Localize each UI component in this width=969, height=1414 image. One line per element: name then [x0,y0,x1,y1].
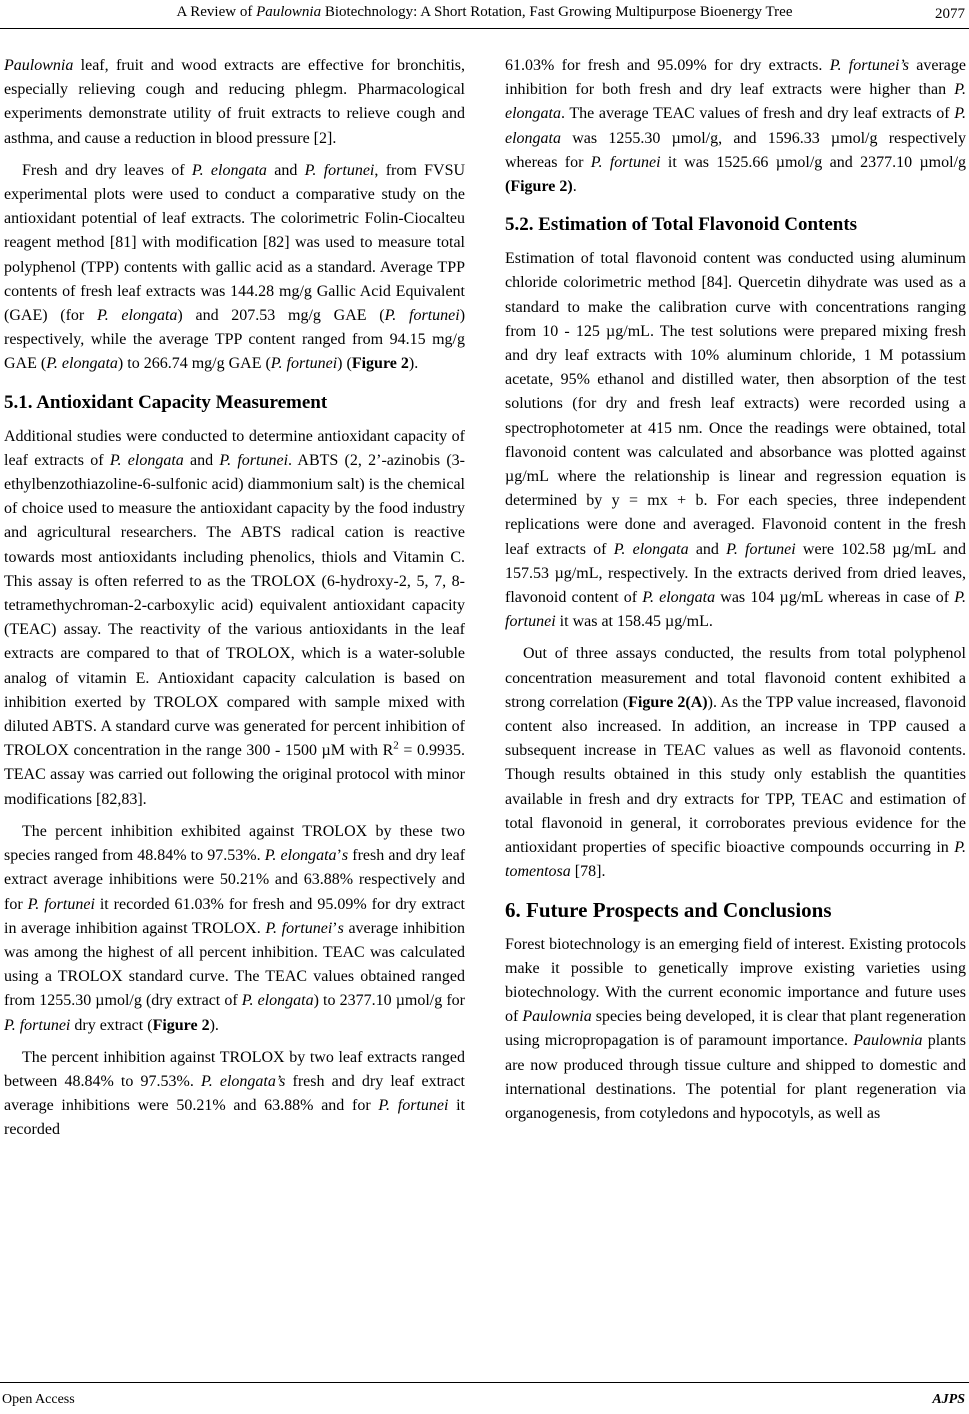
text-run: average inhibition was among the highest of all percent inhibition. TEAC was calculated using a TROLOX standard curve. The TEAC values obtained ranged from 1255.30 µmol/g (dry extract of [4,919,466,1010]
text-run: it recorded 61.03% for fresh and 95.09% for dry extract in average inhibition against TROLOX. [4,895,465,937]
text-run: ’ [336,847,342,865]
text-run: it recorded [4,1097,466,1139]
text-run: it was at 158.45 µg/mL. [555,613,713,631]
text-run: (Figure 2) [505,178,573,196]
text-run: ) ( [337,355,352,373]
text-run: P. fortunei [27,895,95,913]
text-run: P. elongata [241,992,314,1010]
open-access-label: Open Access [2,1392,75,1407]
text-run: P. fortunei [378,1097,449,1115]
page-number: 2077 [935,6,965,22]
text-run: fresh and dry leaf extract average inhibitions were 50.21% and 63.88% and for [4,1072,465,1115]
paragraph [4,1046,465,1143]
section-heading-6: 6. Future Prospects and Conclusions [505,897,832,922]
paragraph [505,933,966,1127]
text-run: and [688,540,727,558]
text-run: and [183,451,220,469]
text-run: P. elongata [613,540,689,558]
text-run: P. elongata [109,451,184,469]
text-run: P. elongata [46,355,118,373]
text-run: P. elongata [191,161,267,179]
text-run: = 0.9935. TEAC assay was carried out following the original protocol with minor modifications [82,83]. [4,742,465,808]
running-header-title: A Review of Paulownia Biotechnology: A Short Rotation, Fast Growing Multipurpose Bioenergy Tree [176,4,793,20]
text-run: Fresh and dry leaves of [22,161,192,179]
text-run: it was 1525.66 µmol/g and 2377.10 µmol/g [660,153,967,171]
paragraph [4,820,465,1038]
text-run: P. fortunei [726,540,796,558]
paragraph [505,54,966,199]
text-run: s [337,919,344,937]
text-run: ) respectively, while the average TPP content ranged from 94.15 mg/g GAE ( [4,307,466,373]
journal-abbrev: AJPS [932,1392,965,1407]
text-run: P. tomentosa [505,839,966,881]
text-run: Out of three assays conducted, the results from total polyphenol concentration measurement and total flavonoid content exhibited a strong correlation ( [505,645,966,711]
text-run: ). As the TPP value increased, flavonoid content also increased. In addition, an increase in TPP caused a subsequent increase in TEAC values as well as flavonoid contents. Though results obtained in this study only establish the quantities available in fresh and dry extracts for TPP, TEAC and estimation of total flavonoid in general, it corroborates previous evidence for the antioxidant properties of specific bioactive compounds occurring in [505,693,966,857]
footer-rule [0,1382,969,1383]
text-run: ) to 266.74 mg/g GAE ( [117,355,271,373]
text-run: P. elongata [264,847,337,865]
text-run: dry extract ( [70,1016,153,1034]
paragraph [4,159,465,377]
text-run: s [341,847,349,865]
text-run: Figure 2(A) [628,693,708,711]
text-run: plants are now produced through tissue culture and shipped to domestic and international destinations. The potential for plant regeneration via organogenesis, from cotyledons and hypocotyls, as well as [505,1032,966,1122]
text-run: Estimation of total flavonoid content was conducted using aluminum chloride colorimetric method [84]. Quercetin dihydrate was used as a standard to make the calibration curve with concentrations ranging from 10 - 125 µg/mL. The test solutions were prepared mixing fresh and dry leaf extracts with 10% aluminum chloride, 1 M potassium acetate, 95% ethanol and distilled water, then absorption of the test solutions (for dry and fresh leaf extracts) were recorded using a spectrophotometer at 415 nm. Once the readings were obtained, total flavonoid content was calculated and absorbance was plotted against µg/mL where the relationship is linear and regression equation is determined by y = mx + b. For each species, three independent replications were done and averaged. Flavonoid content in the fresh leaf extracts of [505,250,966,558]
text-run: P. fortunei [590,153,661,171]
section-heading-5-2: 5.2. Estimation of Total Flavonoid Contents [505,214,858,236]
text-run: P. fortunei [384,307,460,325]
paragraph [505,642,966,884]
paragraph [4,425,465,812]
text-run: Figure 2 [152,1016,210,1034]
text-run: . ABTS (2, 2’-azinobis (3-ethylbenzothiazoline-6-sulfonic acid) diammonium salt) is the chemical of choice used to measure the antioxidant capacity by the food industry and agricultural researchers. The ABTS radical cation is reactive towards most antioxidants including phenolics, thiols and Vitamin C. This assay is often referred to as the TROLOX (6-hydroxy-2, 5, 7, 8-tetramethychroman-2-carboxylic acid) equivalent antioxidant capacity (TEAC) assay. The reactivity of the various antioxidants in the leaf extracts are compared to that of TROLOX, which is a water-soluble analog of vitamin E. Antioxidant capacity calculation is based on inhibition exerted by TROLOX compared with sample mixed with diluted ABTS. A standard curve was generated for percent inhibition of TROLOX concentration in the range 300 - 1500 µM with R [4,451,466,760]
text-run: average inhibition for both fresh and dry leaf extracts were higher than [505,57,966,99]
section-heading-5-1: 5.1. Antioxidant Capacity Measurement [4,391,328,413]
text-run: P. fortunei [304,161,375,179]
text-run: P. elongata’s [201,1072,286,1090]
text-run: P. elongata [642,589,716,607]
text-run: leaf, fruit and wood extracts are effective for bronchitis, especially relieving cough and reducing phlegm. Pharmacological experiments demonstrate utility of fruit extracts to relieve cough and asthma, and cause a reduction in blood pressure [2]. [4,57,465,147]
text-run: 2 [393,739,399,752]
text-run: [78]. [570,863,606,881]
text-run: P. fortunei [219,451,289,469]
text-run: . [572,178,577,196]
text-run: P. fortunei [265,919,333,937]
text-run: Paulownia [4,57,74,74]
text-run: were 102.58 µg/mL and 157.53 µg/mL, respectively. In the extracts derived from dried leaves, flavonoid content of [505,540,967,607]
text-run: P. fortunei’s [829,57,909,74]
text-run: was 104 µg/mL whereas in case of [715,589,955,607]
text-run: was 1255.30 µmol/g, and 1596.33 µmol/g respectively whereas for [505,129,966,171]
right-column [505,54,966,1134]
text-run: Forest biotechnology is an emerging field of interest. Existing protocols make it possible to genetically improve existing varieties using biotechnology. With the current economic importance and future uses of [505,935,966,1026]
header-rule [0,28,969,29]
text-run: ’ [332,919,338,937]
text-run: Paulownia [522,1008,592,1026]
text-run: ) and 207.53 mg/g GAE ( [177,307,385,325]
text-run: Paulownia [853,1032,923,1050]
text-run: species being developed, it is clear that plant regeneration using micropropagation is of paramount importance. [505,1008,967,1050]
text-run: P. fortunei [4,1016,71,1034]
text-run: , from FVSU experimental plots were used to conduct a comparative study on the antioxidant potential of leaf extracts. The colorimetric Folin-Ciocalteu reagent method [81] with modification [82] was used to measure total polyphenol (TPP) contents with gallic acid as a standard. Average TPP contents of fresh leaf extracts was 144.28 mg/g Gallic Acid Equivalent (GAE) (for [4,161,466,325]
text-run: fresh and dry leaf extract average inhibitions were 50.21% and 63.88% respectively and for [4,847,466,913]
text-run: P. fortunei [270,355,338,373]
text-run: Figure 2 [351,355,409,373]
text-run: The percent inhibition exhibited against TROLOX by these two species ranged from 48.84% to 97.53%. [4,822,465,865]
text-run: P. elongata [505,81,966,123]
text-run: 61.03% for fresh and 95.09% for dry extracts. [505,57,830,74]
text-run: . The average TEAC values of fresh and dry leaf extracts of [561,105,955,123]
page-footer [0,1382,969,1410]
running-header [0,4,969,24]
text-run: Additional studies were conducted to determine antioxidant capacity of leaf extracts of [4,427,465,469]
text-run: ) to 2377.10 µmol/g for [313,992,466,1010]
paragraph [4,54,465,151]
text-run: ). [209,1016,219,1034]
text-run: P. fortunei [505,589,967,631]
text-run: P. elongata [96,307,178,325]
text-run: The percent inhibition against TROLOX by two leaf extracts ranged between 48.84% to 97.53%. [4,1048,465,1090]
text-run: ). [408,355,419,373]
left-column [4,54,465,1151]
paragraph [505,247,966,634]
text-run: and [266,161,305,179]
text-run: P. elongata [505,105,966,147]
